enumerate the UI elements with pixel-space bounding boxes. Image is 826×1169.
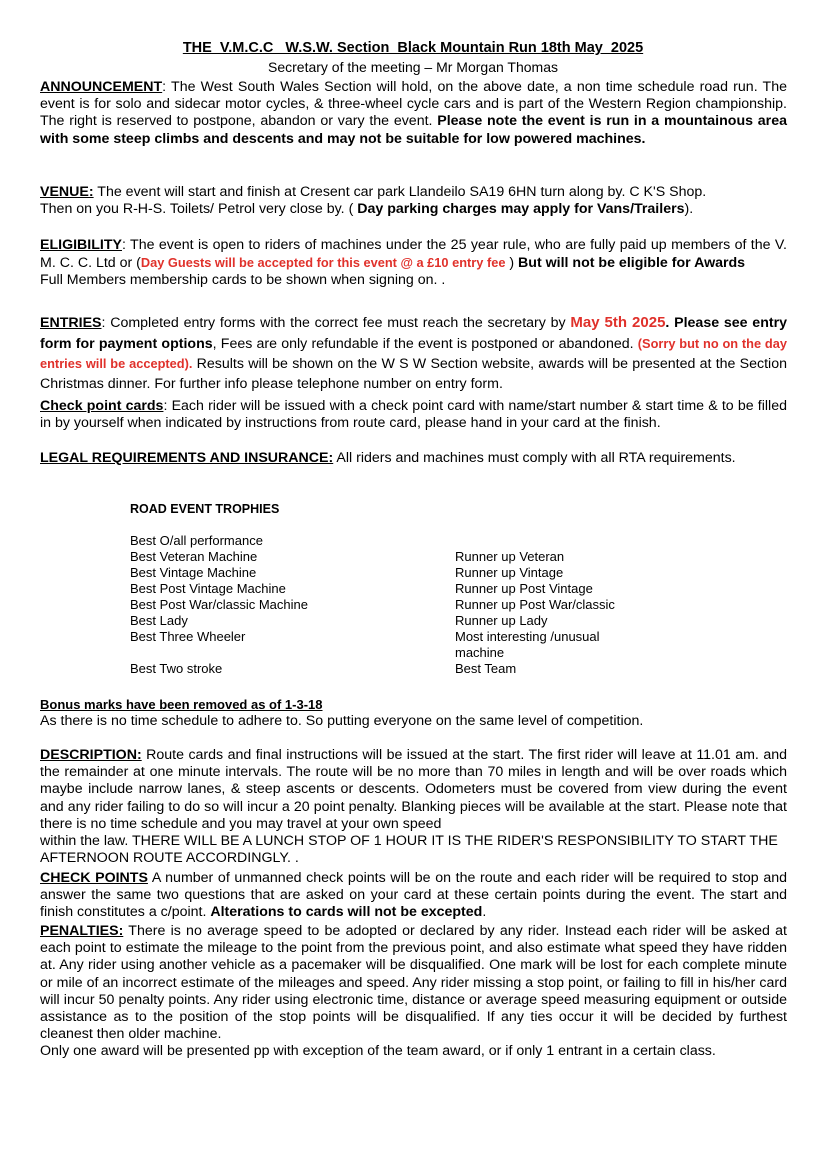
- announcement-section: [40, 79, 787, 148]
- trophy-item: Best O/all performance: [130, 533, 263, 548]
- venue-section: [40, 184, 787, 218]
- venue-text: The event will start and finish at Cresent car park Llandeilo SA19 6HN turn along by. C K'S Shop.: [93, 184, 707, 200]
- trophy-item: Best Two stroke: [130, 661, 223, 676]
- page-title: THE V.M.C.C W.S.W. Section Black Mountain Run 18th May 2025: [182, 40, 644, 56]
- check-points-label: CHECK POINTS: [40, 870, 148, 886]
- legal-section: [40, 450, 787, 467]
- venue-tail: ).: [684, 201, 694, 218]
- venue-label: VENUE:: [40, 184, 94, 200]
- entries-text: : Completed entry forms with the correct fee must reach the secretary by: [101, 315, 571, 331]
- checkpoint-cards-text: : Each rider will be issued with a check point card with name/start number & start time & to be filled in by yourself when indicated by instructions from route card, please hand in your card at the finish.: [40, 398, 787, 432]
- eligibility-mid: ): [505, 255, 519, 272]
- eligibility-members: Full Members membership cards to be shown when signing on. .: [40, 272, 446, 289]
- bonus-text: As there is no time schedule to adhere to. So putting everyone on the same level of competition.: [40, 713, 644, 730]
- trophy-item: Best Team: [455, 661, 517, 676]
- penalties-section: [40, 923, 787, 1061]
- eligibility-section: [40, 237, 787, 290]
- entries-section: [40, 313, 787, 394]
- trophy-item: Best Vintage Machine: [130, 565, 257, 580]
- eligibility-awards-note: But will not be eligible for Awards: [518, 255, 746, 272]
- description-label: DESCRIPTION:: [40, 747, 142, 763]
- trophy-item: Best Post Vintage Machine: [130, 581, 286, 596]
- eligibility-label: ELIGIBILITY: [40, 237, 122, 253]
- entries-payment-note: . Please see entry form for payment options: [40, 315, 787, 352]
- eligibility-text: : The event is open to riders of machines under the 25 year rule, who are fully paid up members of the V. M. C. C. Ltd or (: [40, 237, 787, 272]
- announcement-label: ANNOUNCEMENT: [40, 79, 163, 95]
- trophy-item: Runner up Post War/classic: [455, 597, 615, 612]
- trophy-item: [455, 533, 615, 549]
- trophies-heading: ROAD EVENT TROPHIES: [130, 502, 280, 516]
- check-points-section: [40, 870, 787, 922]
- trophy-item: Best Three Wheeler: [130, 629, 246, 644]
- checkpoint-cards-label: Check point cards: [40, 398, 164, 414]
- trophy-item: Most interesting /unusual: [455, 629, 600, 644]
- announcement-text: : The West South Wales Section will hold, on the above date, a non time schedule road run. The event is for solo and sidecar motor cycles, & three-wheel cycle cars and is part of the Western Region championship. The right is reserved to postpone, abandon or vary the event.: [40, 79, 787, 130]
- eligibility-guest-note: Day Guests will be accepted for this event @ a £10 entry fee: [140, 255, 506, 271]
- trophy-item: Runner up Lady: [455, 613, 548, 628]
- bonus-label: Bonus marks have been removed as of 1-3-18: [40, 697, 323, 712]
- penalties-text: There is no average speed to be adopted or declared by any rider. Instead each rider will be asked at each point to estimate the mileage to the point from the previous point, and also estimate what speed they have ridden at. Any rider using another vehicle as a pacemaker will be disqualified. One mark will be lost for each complete minute or mile of an incorrect estimate of the mileages and speed. Any rider missing a stop point, or failing to fill in his/her card will incur 50 penalty points. Any rider using electronic time, distance or average speed measuring equipment or outside assistance as to the position of the stop points will be disqualified. If any ties occur it will be decided by furthest cleanest then older machine.: [40, 923, 787, 1043]
- trophy-item: Runner up Vintage: [455, 565, 564, 580]
- entries-refund-text: , Fees are only refundable if the event is postponed or abandoned.: [212, 335, 638, 352]
- entries-closing-date: May 5th 2025: [570, 314, 666, 331]
- description-lunch-note: within the law. THERE WILL BE A LUNCH STOP OF 1 HOUR IT IS THE RIDER'S RESPONSIBILITY TO START THE AFTERNOON ROUTE ACCORDINGLY. .: [40, 833, 778, 867]
- entries-results-text: Results will be shown on the W S W Section website, awards will be presented at the Section Christmas dinner. For further info please telephone number on entry form.: [40, 356, 787, 392]
- trophy-item: [130, 645, 308, 661]
- trophy-item: Best Lady: [130, 613, 188, 628]
- description-section: [40, 747, 787, 867]
- entries-label: ENTRIES: [40, 315, 102, 331]
- trophy-item: machine: [455, 645, 505, 660]
- bonus-section: [40, 696, 787, 730]
- venue-parking-note: Day parking charges may apply for Vans/Trailers: [357, 201, 685, 218]
- penalties-label: PENALTIES:: [40, 923, 124, 939]
- checkpoint-cards-section: [40, 398, 787, 432]
- venue-directions: Then on you R-H-S. Toilets/ Petrol very close by. (: [40, 201, 358, 218]
- trophy-item: Runner up Post Vintage: [455, 581, 593, 596]
- check-points-tail: .: [482, 904, 487, 921]
- check-points-alterations: Alterations to cards will not be excepted: [210, 904, 483, 921]
- trophy-item: Best Post War/classic Machine: [130, 597, 308, 612]
- legal-text: All riders and machines must comply with all RTA requirements.: [333, 450, 736, 466]
- page-subtitle: Secretary of the meeting – Mr Morgan Thomas: [268, 59, 558, 75]
- trophy-item: Runner up Veteran: [455, 549, 565, 564]
- trophies-left-column: [130, 533, 308, 677]
- penalties-final-note: Only one award will be presented pp with exception of the team award, or if only 1 entrant in a certain class.: [40, 1043, 716, 1060]
- announcement-warning: Please note the event is run in a mountainous area with some steep climbs and descents and may not be suitable for low powered machines.: [40, 113, 787, 147]
- description-text: Route cards and final instructions will be issued at the start. The first rider will leave at 11.01 am. and the remainder at one minute intervals. The route will be no more than 70 miles in length and will be over roads which maybe include narrow lanes, & steep ascents or descents. Odometers must be covered from view during the event and any rider failing to do so will incur a 20 point penalty. Blanking pieces will be available at the start. Please note that there is no time schedule and you may travel at your own speed: [40, 747, 787, 832]
- trophy-item: Best Veteran Machine: [130, 549, 258, 564]
- trophies-right-column: [455, 533, 615, 677]
- check-points-text: A number of unmanned check points will be on the route and each rider will be required to stop and answer the same two questions that are asked on your card at these certain points during the event. The start and finish constitutes a c/point.: [40, 870, 788, 921]
- entries-no-day-entries: (Sorry but no on the day entries will be accepted).: [40, 335, 787, 371]
- legal-label: LEGAL REQUIREMENTS AND INSURANCE:: [40, 450, 334, 466]
